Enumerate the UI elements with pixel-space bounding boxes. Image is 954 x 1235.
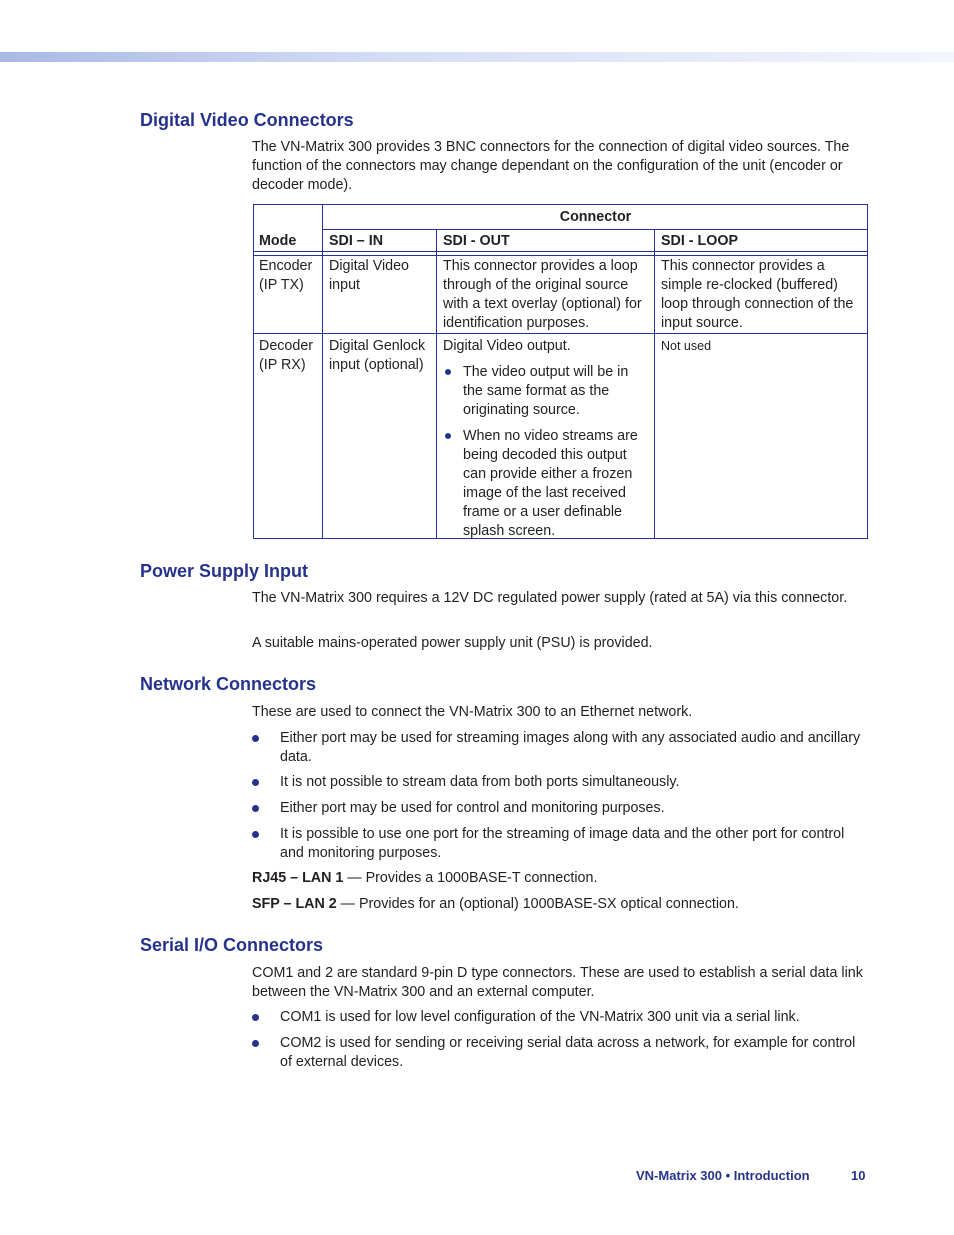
bullet-icon — [252, 805, 259, 812]
section-title-power: Power Supply Input — [140, 561, 309, 581]
sfp-label: SFP – LAN 2 — [252, 896, 337, 912]
list-item: Either port may be used for control and monitoring purposes. — [252, 799, 864, 818]
list-item: Either port may be used for streaming images along with any associated audio and ancillary data. — [252, 729, 864, 767]
footer-title: VN-Matrix 300 • Introduction — [636, 1168, 810, 1183]
list-item: COM1 is used for low level configuration of the VN-Matrix 300 unit via a serial link. — [252, 1008, 864, 1027]
bullet-icon — [445, 433, 451, 439]
rj45-line — [252, 869, 864, 888]
power-paragraph-2: A suitable mains-operated power supply unit (PSU) is provided. — [252, 635, 653, 651]
list-item: When no video streams are being decoded this output can provide either a frozen image of the last received frame or a user definable splash screen. — [443, 427, 651, 541]
section-title-network: Network Connectors — [140, 674, 317, 694]
list-item: COM2 is used for sending or receiving serial data across a network, for example for control of external devices. — [252, 1034, 864, 1072]
bullet-icon — [252, 1014, 259, 1021]
sfp-line — [252, 895, 864, 914]
bullet-icon — [252, 735, 259, 742]
network-intro: These are used to connect the VN-Matrix 300 to an Ethernet network. — [252, 704, 693, 720]
section-title-serial: Serial I/O Connectors — [140, 935, 324, 955]
table-cell-decoder-mode: Decoder (IP RX) — [259, 338, 314, 373]
table-cell-decoder-sdi-loop: Not used — [661, 339, 712, 353]
bullet-icon — [252, 779, 259, 786]
table-header-sdi-out: SDI - OUT — [443, 233, 510, 249]
table-cell-decoder-sdi-in: Digital Genlock input (optional) — [329, 338, 426, 373]
decoder-sdi-out-text: Digital Video output. — [443, 338, 571, 354]
power-paragraph-1: The VN-Matrix 300 requires a 12V DC regulated power supply (rated at 5A) via this connector. — [252, 590, 848, 606]
bullet-icon — [252, 831, 259, 838]
table-cell-encoder-mode: Encoder (IP TX) — [259, 258, 313, 293]
header-band — [0, 52, 954, 62]
list-item: It is not possible to stream data from both ports simultaneously. — [252, 773, 864, 792]
rj45-label: RJ45 – LAN 1 — [252, 870, 344, 886]
bullet-icon — [445, 369, 451, 375]
digital-video-intro: The VN-Matrix 300 provides 3 BNC connectors for the connection of digital video sources. The function of the connectors may change dependant on the configuration of the unit (encoder or decoder mode). — [252, 139, 850, 193]
page-number: 10 — [851, 1168, 866, 1183]
table-header-sdi-in: SDI – IN — [329, 233, 384, 249]
connector-table — [253, 204, 868, 539]
table-header-sdi-loop: SDI - LOOP — [661, 233, 739, 249]
list-item: It is possible to use one port for the streaming of image data and the other port for control and monitoring purposes. — [252, 825, 864, 863]
table-cell-decoder-sdi-out — [443, 337, 651, 541]
table-cell-encoder-sdi-out: This connector provides a loop through of the original source with a text overlay (optional) for identification purposes. — [443, 258, 642, 331]
rj45-text: — Provides a 1000BASE-T connection. — [343, 870, 598, 886]
table-header-mode: Mode — [259, 233, 297, 249]
table-cell-encoder-sdi-loop: This connector provides a simple re-clocked (buffered) loop through connection of the input source. — [661, 258, 854, 331]
table-group-header: Connector — [559, 209, 632, 225]
serial-intro: COM1 and 2 are standard 9-pin D type connectors. These are used to establish a serial data link between the VN-Matrix 300 and an external computer. — [252, 965, 863, 1000]
section-title-digital-video: Digital Video Connectors — [140, 110, 354, 130]
sfp-text: — Provides for an (optional) 1000BASE-SX optical connection. — [336, 896, 739, 912]
table-cell-encoder-sdi-in: Digital Video input — [329, 258, 410, 293]
bullet-icon — [252, 1040, 259, 1047]
list-item: The video output will be in the same format as the originating source. — [443, 363, 651, 420]
